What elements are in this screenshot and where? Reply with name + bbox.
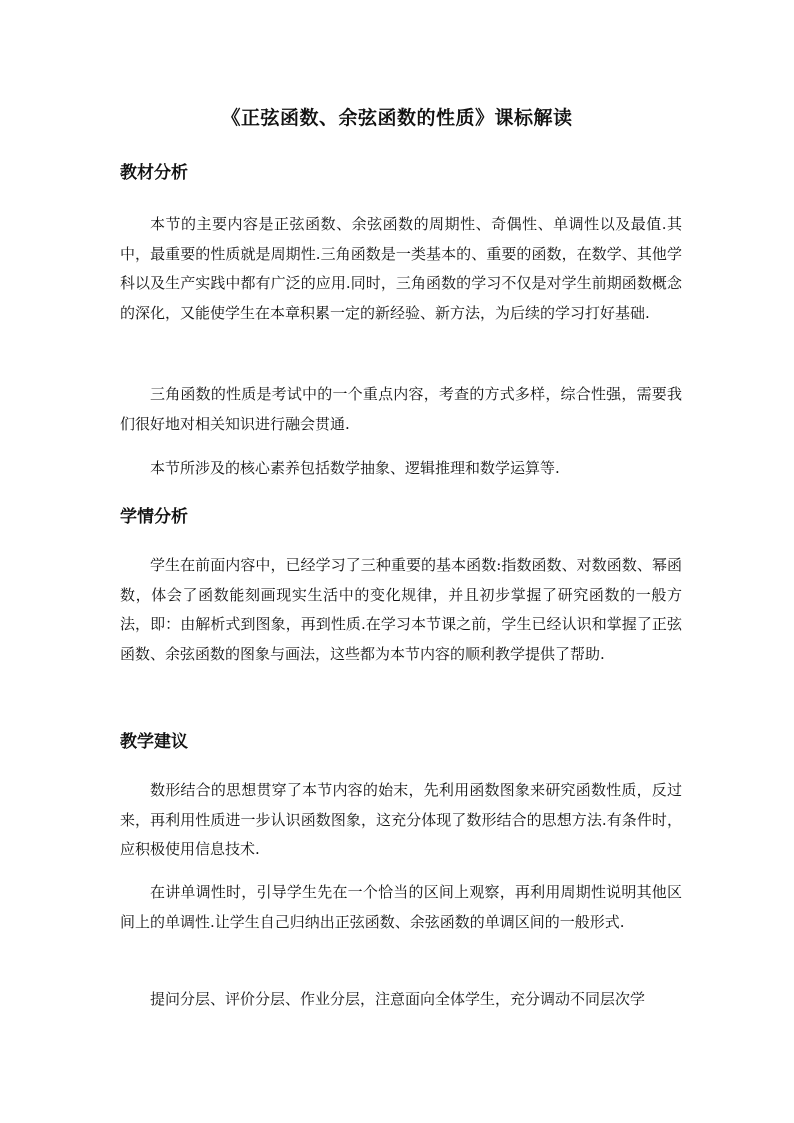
paragraph: 学生在前面内容中，已经学习了三种重要的基本函数:指数函数、对数函数、幂函数，体会了函数能刻画现实生活中的变化规律，并且初步掌握了研究函数的一般方法，即：由解析式到图象，再到性质.在学习本节课之前，学生已经认识和掌握了正弦函数、余弦函数的图象与画法，这些都为本节内容的顺利教学提供了帮助. xyxy=(120,556,682,663)
section-heading-textbook-analysis: 教材分析 xyxy=(120,163,188,183)
paragraph: 本节所涉及的核心素养包括数学抽象、逻辑推理和数学运算等. xyxy=(150,459,560,477)
paragraph: 在讲单调性时，引导学生先在一个恰当的区间上观察，再利用周期性说明其他区间上的单调性.让学生自己归纳出正弦函数、余弦函数的单调区间的一般形式. xyxy=(120,883,682,931)
paragraph: 数形结合的思想贯穿了本节内容的始末，先利用函数图象来研究函数性质，反过来，再利用性质进一步认识函数图象，这充分体现了数形结合的思想方法.有条件时，应积极使用信息技术. xyxy=(120,781,682,858)
paragraph: 本节的主要内容是正弦函数、余弦函数的周期性、奇偶性、单调性以及最值.其中，最重要的性质就是周期性.三角函数是一类基本的、重要的函数，在数学、其他学科以及生产实践中都有广泛的应用.同时，三角函数的学习不仅是对学生前期函数概念的深化，又能使学生在本章积累一定的新经验、新方法，为后续的学习打好基础. xyxy=(120,215,682,322)
paragraph: 三角函数的性质是考试中的一个重点内容，考查的方式多样，综合性强，需要我们很好地对相关知识进行融会贯通. xyxy=(120,385,682,433)
paragraph: 提问分层、评价分层、作业分层，注意面向全体学生，充分调动不同层次学 xyxy=(150,990,646,1008)
document-title: 《正弦函数、余弦函数的性质》课标解读 xyxy=(221,107,573,129)
section-heading-student-analysis: 学情分析 xyxy=(120,507,188,527)
section-heading-teaching-suggestions: 教学建议 xyxy=(120,732,188,752)
